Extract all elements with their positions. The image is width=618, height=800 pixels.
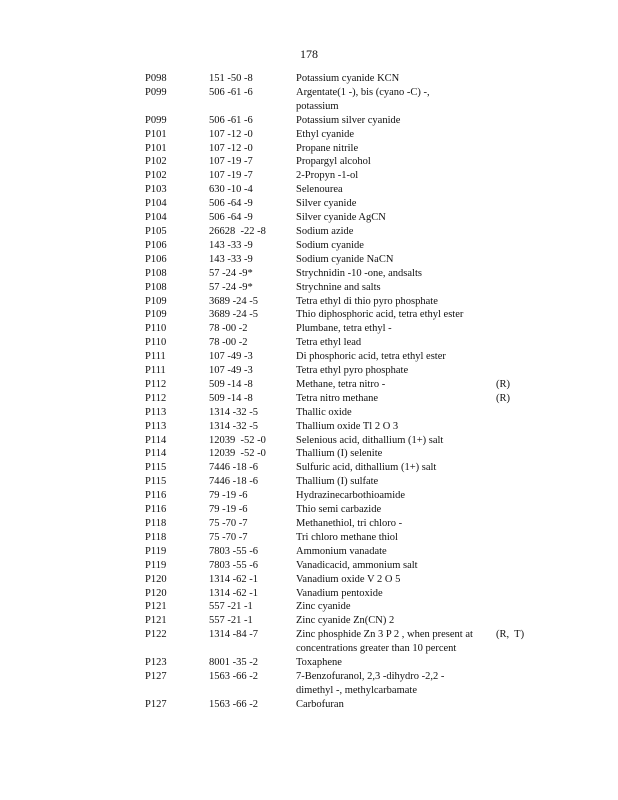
substance-name: Tri chloro methane thiol bbox=[296, 531, 398, 543]
cas-number: 3689 -24 -5 bbox=[209, 309, 258, 321]
substance-name: Sodium cyanide bbox=[296, 239, 364, 251]
waste-code: P121 bbox=[145, 615, 167, 627]
substance-name: Zinc cyanide bbox=[296, 601, 351, 613]
waste-code: P115 bbox=[145, 462, 167, 474]
hazardous-waste-table bbox=[145, 72, 545, 712]
table-row bbox=[145, 420, 545, 434]
waste-code: P121 bbox=[145, 601, 167, 613]
waste-code: P102 bbox=[145, 170, 167, 182]
cas-number: 107 -19 -7 bbox=[209, 156, 253, 168]
substance-name: Propargyl alcohol bbox=[296, 156, 371, 168]
substance-name: Methane, tetra nitro - bbox=[296, 378, 386, 390]
substance-name: Thallic oxide bbox=[296, 406, 352, 418]
cas-number: 75 -70 -7 bbox=[209, 518, 248, 529]
substance-name: Strychnidin -10 -one, andsalts bbox=[296, 267, 422, 279]
cas-number: 26628 -22 -8 bbox=[209, 225, 266, 237]
substance-name: Thio diphosphoric acid, tetra ethyl ester bbox=[296, 309, 464, 321]
table-row bbox=[145, 308, 545, 322]
cas-number: 557 -21 -1 bbox=[209, 615, 253, 627]
substance-name: Thallium (I) selenite bbox=[296, 448, 383, 460]
waste-code: P120 bbox=[145, 587, 167, 599]
waste-code: P110 bbox=[145, 323, 167, 335]
waste-code: P119 bbox=[145, 559, 167, 571]
table-row bbox=[145, 503, 545, 517]
cas-number: 57 -24 -9* bbox=[209, 267, 253, 279]
substance-name: Di phosphoric acid, tetra ethyl ester bbox=[296, 351, 446, 363]
substance-name: Silver cyanide bbox=[296, 198, 357, 210]
substance-name: Zinc cyanide Zn(CN) 2 bbox=[296, 615, 395, 627]
cas-number: 506 -64 -9 bbox=[209, 212, 253, 224]
waste-code: P115 bbox=[145, 476, 167, 488]
table-row bbox=[145, 573, 545, 587]
waste-code: P108 bbox=[145, 267, 167, 279]
hazard-basis: (R, T) bbox=[496, 629, 525, 641]
substance-name: Plumbane, tetra ethyl - bbox=[296, 323, 392, 335]
waste-code: P103 bbox=[145, 184, 167, 196]
waste-code: P098 bbox=[145, 73, 167, 84]
waste-code: P127 bbox=[145, 698, 167, 710]
cas-number: 107 -49 -3 bbox=[209, 365, 253, 377]
table-row bbox=[145, 475, 545, 489]
table-row bbox=[145, 350, 545, 364]
table-row bbox=[145, 267, 545, 281]
table-row bbox=[145, 698, 545, 712]
cas-number: 75 -70 -7 bbox=[209, 531, 248, 543]
substance-name: Vanadium oxide V 2 O 5 bbox=[296, 573, 401, 585]
cas-number: 1314 -62 -1 bbox=[209, 573, 258, 585]
cas-number: 79 -19 -6 bbox=[209, 504, 248, 516]
table-row bbox=[145, 155, 545, 169]
waste-code: P106 bbox=[145, 253, 167, 265]
cas-number: 1314 -84 -7 bbox=[209, 629, 258, 641]
waste-code: P123 bbox=[145, 657, 167, 669]
waste-code: P099 bbox=[145, 86, 167, 98]
waste-code: P120 bbox=[145, 573, 167, 585]
waste-code: P108 bbox=[145, 281, 167, 293]
cas-number: 509 -14 -8 bbox=[209, 378, 253, 390]
table-row bbox=[145, 600, 545, 614]
cas-number: 7446 -18 -6 bbox=[209, 476, 258, 488]
waste-code: P102 bbox=[145, 156, 167, 168]
waste-code: P111 bbox=[145, 365, 166, 377]
table-row bbox=[145, 587, 545, 601]
waste-code: P114 bbox=[145, 448, 167, 460]
substance-name: Vanadium pentoxide bbox=[296, 587, 383, 599]
waste-code: P116 bbox=[145, 504, 167, 516]
page-number: 178 bbox=[300, 47, 318, 61]
cas-number: 1563 -66 -2 bbox=[209, 670, 258, 682]
table-row bbox=[145, 392, 545, 406]
table-row bbox=[145, 114, 545, 128]
substance-name: Strychnine and salts bbox=[296, 281, 381, 293]
waste-code: P105 bbox=[145, 225, 167, 237]
table-row bbox=[145, 447, 545, 461]
waste-code: P109 bbox=[145, 309, 167, 321]
cas-number: 78 -00 -2 bbox=[209, 323, 248, 335]
waste-code: P113 bbox=[145, 420, 167, 432]
cas-number: 107 -12 -0 bbox=[209, 142, 253, 154]
substance-name: Selenourea bbox=[296, 184, 343, 196]
hazard-basis: (R) bbox=[496, 378, 510, 390]
substance-name: Selenious acid, dithallium (1+) salt bbox=[296, 434, 444, 446]
waste-code: P127 bbox=[145, 670, 167, 682]
cas-number: 557 -21 -1 bbox=[209, 601, 253, 613]
waste-code: P101 bbox=[145, 142, 167, 154]
table-row bbox=[145, 461, 545, 475]
cas-number: 57 -24 -9* bbox=[209, 281, 253, 293]
table-row bbox=[145, 197, 545, 211]
substance-name: Hydrazinecarbothioamide bbox=[296, 490, 406, 502]
substance-name: Thio semi carbazide bbox=[296, 504, 382, 516]
substance-name: Sodium cyanide NaCN bbox=[296, 253, 394, 265]
substance-name: Zinc phosphide Zn 3 P 2 , when present at concentrations greater than 10 percent bbox=[296, 629, 473, 655]
table-row bbox=[145, 336, 545, 350]
table-row bbox=[145, 517, 545, 531]
waste-code: P119 bbox=[145, 545, 167, 557]
cas-number: 78 -00 -2 bbox=[209, 337, 248, 349]
waste-code: P113 bbox=[145, 406, 167, 418]
table-row bbox=[145, 225, 545, 239]
substance-name: Methanethiol, tri chloro - bbox=[296, 518, 403, 529]
cas-number: 509 -14 -8 bbox=[209, 392, 253, 404]
cas-number: 7803 -55 -6 bbox=[209, 545, 258, 557]
table-row bbox=[145, 253, 545, 267]
substance-name: Tetra ethyl pyro phosphate bbox=[296, 365, 409, 377]
table-row bbox=[145, 545, 545, 559]
table-row bbox=[145, 86, 545, 114]
table-row bbox=[145, 656, 545, 670]
table-row bbox=[145, 406, 545, 420]
table-row bbox=[145, 628, 545, 656]
substance-name: Ethyl cyanide bbox=[296, 128, 355, 140]
cas-number: 1563 -66 -2 bbox=[209, 698, 258, 710]
substance-name: Tetra ethyl di thio pyro phosphate bbox=[296, 295, 438, 307]
table-row bbox=[145, 378, 545, 392]
waste-code: P110 bbox=[145, 337, 167, 349]
waste-code: P112 bbox=[145, 378, 167, 390]
table-row bbox=[145, 183, 545, 197]
waste-code: P112 bbox=[145, 392, 167, 404]
table-row bbox=[145, 295, 545, 309]
waste-code: P104 bbox=[145, 198, 167, 210]
waste-code: P101 bbox=[145, 128, 167, 140]
waste-code: P116 bbox=[145, 490, 167, 502]
table-row bbox=[145, 434, 545, 448]
substance-name: Thallium (I) sulfate bbox=[296, 476, 379, 488]
cas-number: 8001 -35 -2 bbox=[209, 657, 258, 669]
table-row bbox=[145, 142, 545, 156]
waste-code: P099 bbox=[145, 114, 167, 126]
substance-name: 7-Benzofuranol, 2,3 -dihydro -2,2 - dimethyl -, methylcarbamate bbox=[296, 670, 445, 696]
waste-code: P111 bbox=[145, 351, 166, 363]
cas-number: 630 -10 -4 bbox=[209, 184, 253, 196]
cas-number: 107 -19 -7 bbox=[209, 170, 253, 182]
table-row bbox=[145, 239, 545, 253]
cas-number: 79 -19 -6 bbox=[209, 490, 248, 502]
substance-name: Carbofuran bbox=[296, 698, 344, 710]
table-row bbox=[145, 489, 545, 503]
cas-number: 506 -61 -6 bbox=[209, 86, 253, 98]
cas-number: 151 -50 -8 bbox=[209, 73, 253, 84]
substance-name: Silver cyanide AgCN bbox=[296, 212, 386, 224]
table-row bbox=[145, 670, 545, 698]
cas-number: 1314 -32 -5 bbox=[209, 406, 258, 418]
substance-name: Propane nitrile bbox=[296, 142, 359, 154]
cas-number: 7803 -55 -6 bbox=[209, 559, 258, 571]
substance-name: Thallium oxide Tl 2 O 3 bbox=[296, 420, 399, 432]
cas-number: 12039 -52 -0 bbox=[209, 448, 266, 460]
substance-name: Potassium cyanide KCN bbox=[296, 73, 400, 84]
waste-code: P109 bbox=[145, 295, 167, 307]
cas-number: 12039 -52 -0 bbox=[209, 434, 266, 446]
table-row bbox=[145, 169, 545, 183]
substance-name: Toxaphene bbox=[296, 657, 342, 669]
substance-name: Tetra ethyl lead bbox=[296, 337, 362, 349]
waste-code: P104 bbox=[145, 212, 167, 224]
cas-number: 107 -12 -0 bbox=[209, 128, 253, 140]
substance-name: 2-Propyn -1-ol bbox=[296, 170, 359, 182]
substance-name: Sodium azide bbox=[296, 225, 354, 237]
hazard-basis: (R) bbox=[496, 392, 510, 404]
cas-number: 1314 -62 -1 bbox=[209, 587, 258, 599]
cas-number: 506 -64 -9 bbox=[209, 198, 253, 210]
waste-code: P118 bbox=[145, 531, 167, 543]
cas-number: 143 -33 -9 bbox=[209, 253, 253, 265]
cas-number: 506 -61 -6 bbox=[209, 114, 253, 126]
table-row bbox=[145, 531, 545, 545]
table-row bbox=[145, 128, 545, 142]
substance-name: Sulfuric acid, dithallium (1+) salt bbox=[296, 462, 437, 474]
table-row bbox=[145, 281, 545, 295]
substance-name: Tetra nitro methane bbox=[296, 392, 379, 404]
substance-name: Vanadicacid, ammonium salt bbox=[296, 559, 418, 571]
cas-number: 1314 -32 -5 bbox=[209, 420, 258, 432]
table-row bbox=[145, 211, 545, 225]
cas-number: 143 -33 -9 bbox=[209, 239, 253, 251]
substance-name: Argentate(1 -), bis (cyano -C) -, potassium bbox=[296, 86, 430, 112]
table-row bbox=[145, 559, 545, 573]
waste-code: P106 bbox=[145, 239, 167, 251]
waste-code: P122 bbox=[145, 629, 167, 641]
table-row bbox=[145, 364, 545, 378]
table-row bbox=[145, 322, 545, 336]
cas-number: 107 -49 -3 bbox=[209, 351, 253, 363]
waste-code: P114 bbox=[145, 434, 167, 446]
substance-name: Potassium silver cyanide bbox=[296, 114, 401, 126]
cas-number: 3689 -24 -5 bbox=[209, 295, 258, 307]
cas-number: 7446 -18 -6 bbox=[209, 462, 258, 474]
table-row bbox=[145, 614, 545, 628]
waste-code: P118 bbox=[145, 518, 167, 529]
table-row bbox=[145, 72, 545, 86]
substance-name: Ammonium vanadate bbox=[296, 545, 387, 557]
